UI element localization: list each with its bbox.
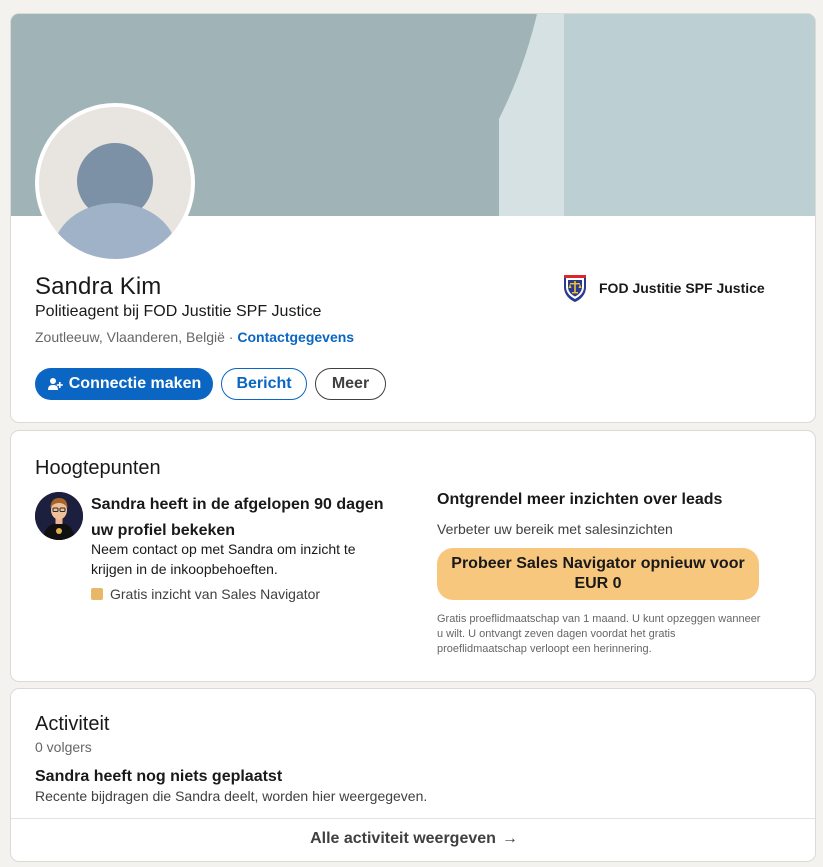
sales-navigator-icon [91, 588, 103, 600]
company-name: FOD Justitie SPF Justice [599, 280, 765, 296]
fod-justitie-logo-icon [561, 273, 589, 303]
profile-location: Zoutleeuw, Vlaanderen, België [35, 329, 225, 345]
activity-card [10, 688, 816, 862]
highlight-source-label: Gratis inzicht van Sales Navigator [110, 586, 321, 602]
location-line [35, 329, 354, 345]
activity-empty-description: Recente bijdragen die Sandra deelt, worden hier weergegeven. [35, 788, 428, 804]
connect-button[interactable] [35, 368, 213, 400]
highlights-card [10, 430, 816, 682]
show-all-activity-link[interactable] [11, 818, 816, 858]
leads-title: Ontgrendel meer inzichten over leads [437, 491, 723, 508]
current-company[interactable] [561, 272, 765, 304]
add-person-icon [47, 376, 63, 392]
viewer-avatar-illustration [35, 492, 83, 540]
message-button[interactable]: Bericht [221, 368, 307, 400]
activity-empty-title: Sandra heeft nog niets geplaatst [35, 768, 283, 785]
show-all-activity-label: Alle activiteit weergeven [310, 829, 496, 847]
location-separator: · [224, 329, 238, 345]
avatar-shoulders [53, 203, 177, 263]
more-button[interactable]: Meer [315, 368, 386, 400]
sales-navigator-cta-button[interactable]: Probeer Sales Navigator opnieuw voor EUR 0 [437, 548, 759, 600]
highlight-source [91, 586, 320, 602]
profile-card [10, 13, 816, 423]
arrow-right-icon: → [501, 829, 518, 847]
highlights-title: Hoogtepunten [35, 457, 161, 479]
followers-count: 0 volgers [35, 739, 92, 755]
profile-headline: Politieagent bij FOD Justitie SPF Justice [35, 303, 322, 320]
profile-name: Sandra Kim [35, 273, 162, 300]
trial-fine-print: Gratis proeflidmaatschap van 1 maand. U kunt opzeggen wanneer u wilt. U ontvangt zeven dagen voordat het gratis proeflidmaatschap verloopt een herinnering. [437, 613, 761, 655]
highlight-title: Sandra heeft in de afgelopen 90 dagen uw profiel bekeken [91, 496, 384, 539]
profile-avatar[interactable] [35, 103, 195, 263]
activity-title: Activiteit [35, 713, 110, 735]
contact-info-link[interactable]: Contactgegevens [237, 329, 355, 345]
leads-subtitle: Verbeter uw bereik met salesinzichten [437, 521, 673, 537]
highlight-description: Neem contact op met Sandra om inzicht te krijgen in de inkoopbehoeften. [91, 541, 356, 577]
connect-button-label: Connectie maken [68, 375, 202, 392]
viewer-avatar[interactable] [35, 492, 83, 540]
